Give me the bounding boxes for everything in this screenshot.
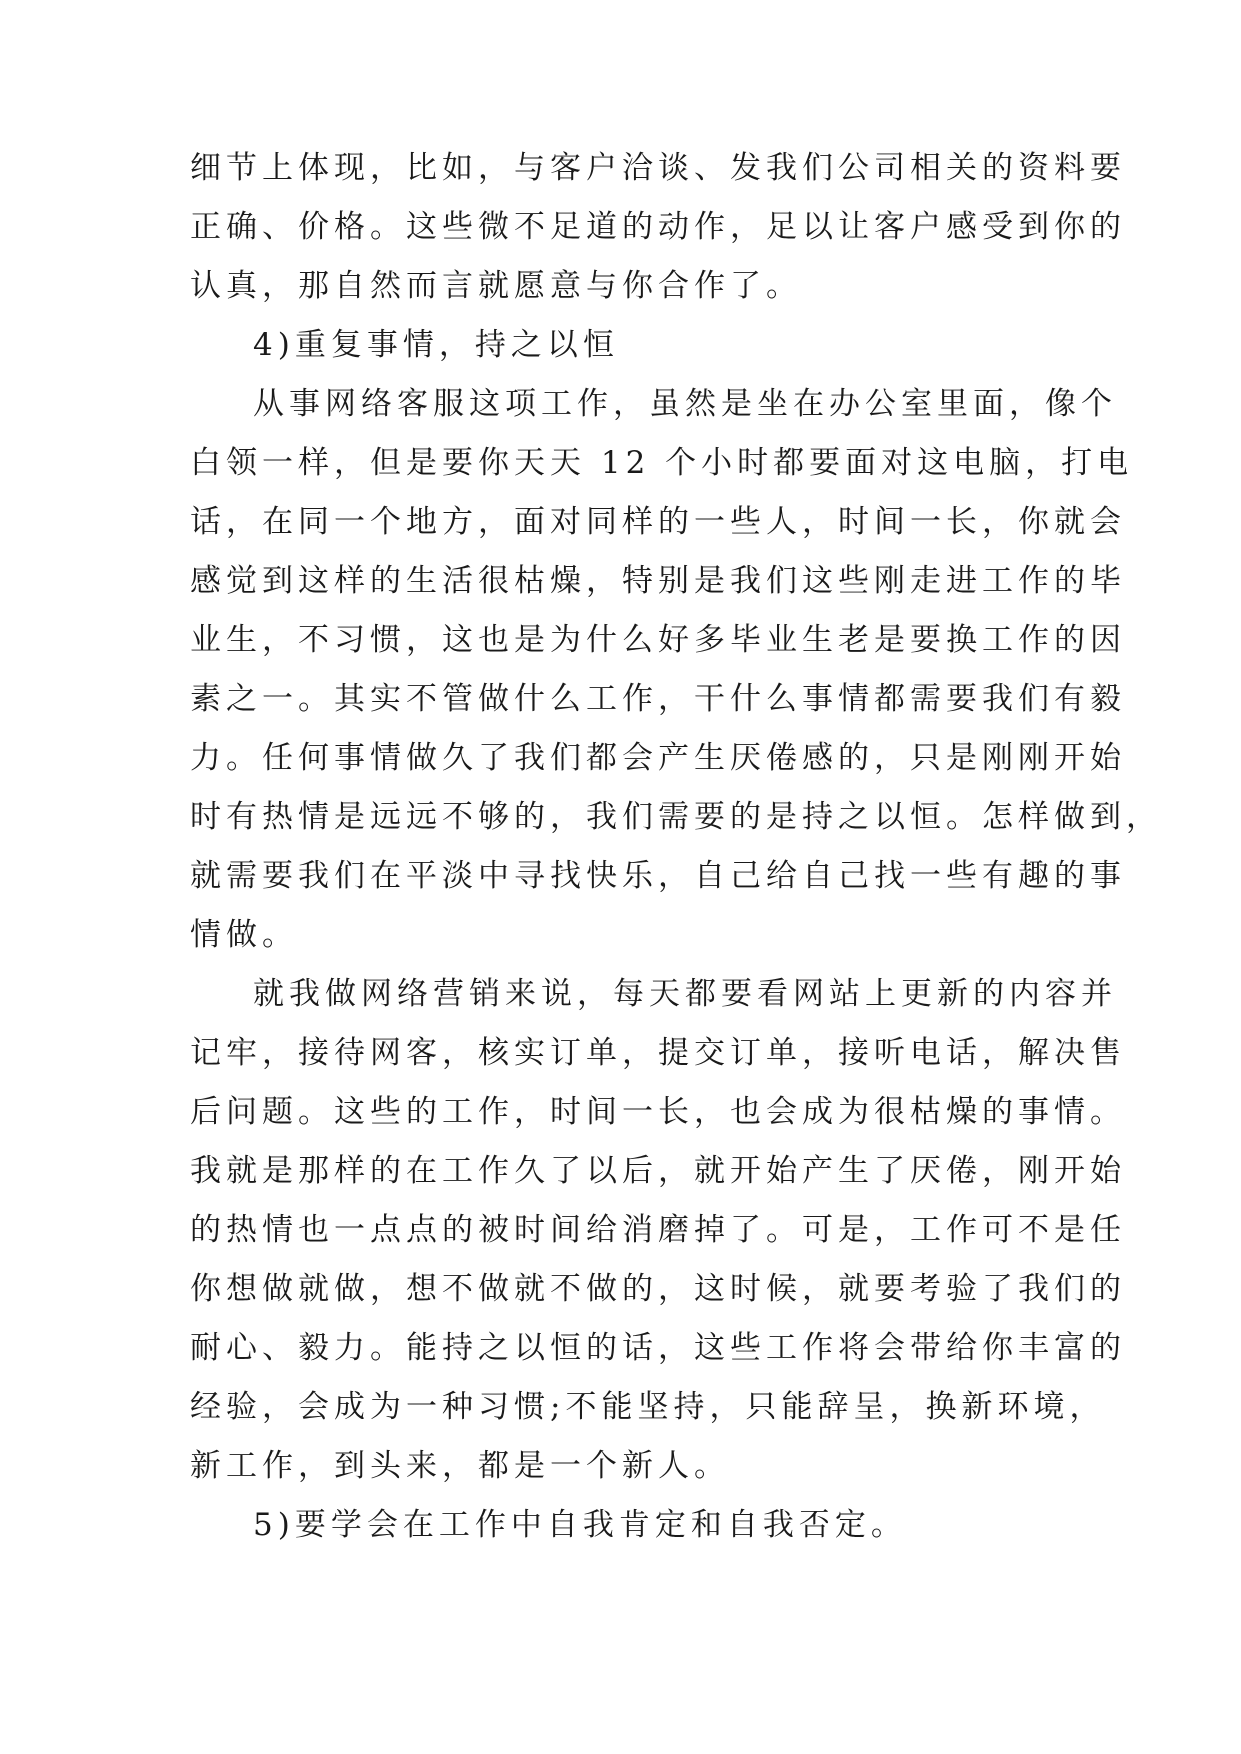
text-line: 话，在同一个地方，面对同样的一些人，时间一长，你就会: [190, 504, 1126, 540]
text-line: 经验，会成为一种习惯;不能坚持，只能辞呈，换新环境，: [190, 1389, 1106, 1425]
text-line: 正确、价格。这些微不足道的动作，足以让客户感受到你的: [190, 209, 1126, 245]
text-line: 感觉到这样的生活很枯燥，特别是我们这些刚走进工作的毕: [190, 563, 1126, 599]
text-line: 力。任何事情做久了我们都会产生厌倦感的，只是刚刚开始: [190, 740, 1126, 776]
text-line: 就我做网络营销来说，每天都要看网站上更新的内容并: [253, 976, 1117, 1012]
text-line: 记牢，接待网客，核实订单，提交订单，接听电话，解决售: [190, 1035, 1126, 1071]
text-line: 从事网络客服这项工作，虽然是坐在办公室里面，像个: [253, 386, 1117, 422]
text-line: 素之一。其实不管做什么工作，干什么事情都需要我们有毅: [190, 681, 1126, 717]
text-line: 情做。: [190, 917, 298, 953]
text-line: 白领一样，但是要你天天 12 个小时都要面对这电脑，打电: [190, 445, 1134, 481]
section-heading: 4)重复事情，持之以恒: [253, 327, 619, 363]
text-line: 就需要我们在平淡中寻找快乐，自己给自己找一些有趣的事: [190, 858, 1126, 894]
text-line: 时有热情是远远不够的，我们需要的是持之以恒。怎样做到，: [190, 799, 1162, 835]
text-line: 你想做就做，想不做就不做的，这时候，就要考验了我们的: [190, 1271, 1126, 1307]
section-heading: 5)要学会在工作中自我肯定和自我否定。: [253, 1507, 907, 1543]
text-line: 业生，不习惯，这也是为什么好多毕业生老是要换工作的因: [190, 622, 1126, 658]
text-line: 细节上体现，比如，与客户洽谈、发我们公司相关的资料要: [190, 150, 1126, 186]
text-line: 认真，那自然而言就愿意与你合作了。: [190, 268, 802, 304]
text-line: 新工作，到头来，都是一个新人。: [190, 1448, 730, 1484]
text-line: 的热情也一点点的被时间给消磨掉了。可是，工作可不是任: [190, 1212, 1126, 1248]
text-line: 我就是那样的在工作久了以后，就开始产生了厌倦，刚开始: [190, 1153, 1126, 1189]
text-line: 耐心、毅力。能持之以恒的话，这些工作将会带给你丰富的: [190, 1330, 1126, 1366]
text-line: 后问题。这些的工作，时间一长，也会成为很枯燥的事情。: [190, 1094, 1126, 1130]
